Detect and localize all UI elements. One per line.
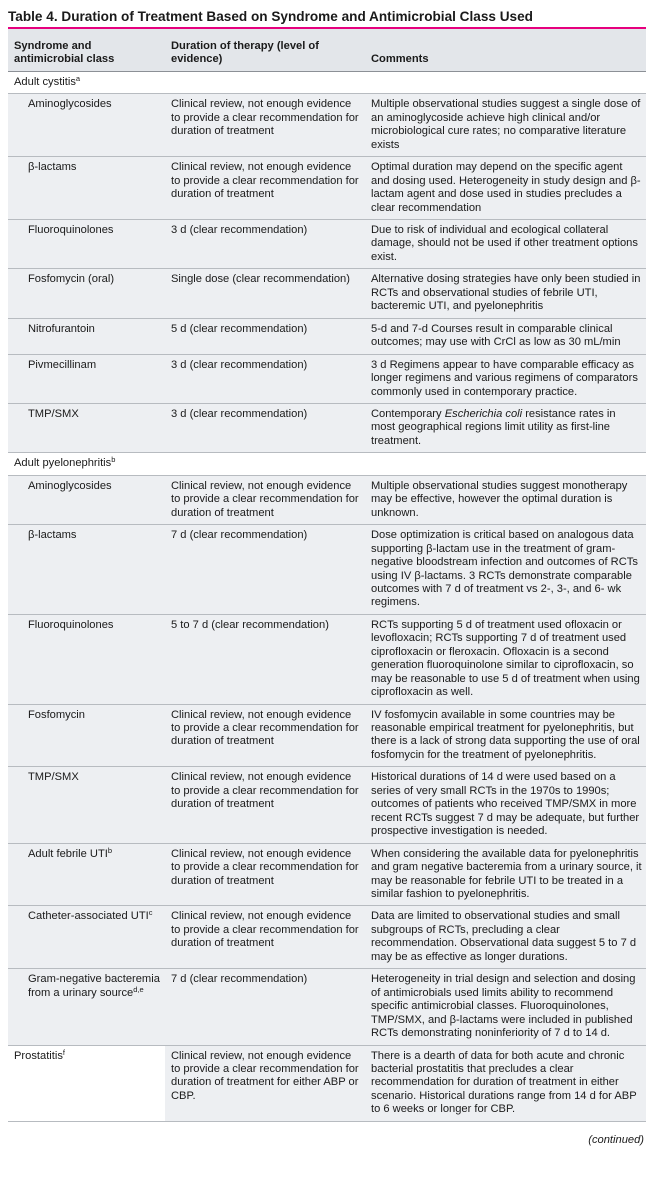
comment-cell: 5-d and 7-d Courses result in comparable clinical outcomes; may use with CrCl as low as 30 mL/min (365, 318, 646, 354)
duration-cell: 5 to 7 d (clear recommendation) (165, 614, 365, 704)
duration-cell: 3 d (clear recommendation) (165, 354, 365, 403)
duration-cell: Clinical review, not enough evidence to provide a clear recommendation for duration of treatment (165, 906, 365, 969)
table-row (8, 269, 646, 318)
table-row (8, 767, 646, 843)
header-row (8, 29, 646, 71)
class-name: Catheter-associated UTI (28, 910, 149, 923)
duration-cell: Clinical review, not enough evidence to provide a clear recommendation for duration of treatment (165, 94, 365, 157)
comment-cell: IV fosfomycin available in some countries may be reasonable empirical treatment for pyelonephritis, but there is a lack of strong data supporting the use of oral fosfomycin for the treatment of pyelonephritis. (365, 704, 646, 767)
table-row (8, 94, 646, 157)
comment-cell: Multiple observational studies suggest a single dose of an aminoglycoside achieve high clinical and/or microbiological cure rates; no comparative literature exists (365, 94, 646, 157)
section-label (8, 71, 646, 93)
footnote-marker: d,e (133, 984, 144, 994)
section-row-cystitis (8, 71, 646, 93)
duration-cell: 7 d (clear recommendation) (165, 969, 365, 1045)
duration-cell: 7 d (clear recommendation) (165, 525, 365, 615)
section-label (8, 453, 646, 475)
comment-cell: Historical durations of 14 d were used based on a series of very small RCTs in the 1970s to 1990s; outcomes of patients who received TMP/SMX in more recent RCTs suggest 7 d may be adequate, but further prospective investigation is needed. (365, 767, 646, 843)
comment-text: Contemporary (371, 407, 445, 420)
table-row (8, 403, 646, 452)
comment-cell: Optimal duration may depend on the specific agent and dosing used. Heterogeneity in study design and β-lactam agent and dose used in studies precludes a clear recommendation (365, 157, 646, 220)
comment-cell: Data are limited to observational studies and small subgroups of RCTs, precluding a clear recommendation. Observational data suggest 5 to 7 d may be as effective as longer durations. (365, 906, 646, 969)
duration-table (8, 29, 646, 1122)
antimicrobial-class: TMP/SMX (8, 403, 165, 452)
duration-cell: 3 d (clear recommendation) (165, 403, 365, 452)
table-row (8, 219, 646, 268)
syndrome-name: Prostatitis (14, 1049, 63, 1062)
antimicrobial-class: Fosfomycin (8, 704, 165, 767)
antimicrobial-class: TMP/SMX (8, 767, 165, 843)
antimicrobial-class: Aminoglycosides (8, 475, 165, 524)
antimicrobial-class (8, 906, 165, 969)
antimicrobial-class: Fluoroquinolones (8, 219, 165, 268)
duration-cell: Clinical review, not enough evidence to provide a clear recommendation for duration of treatment (165, 475, 365, 524)
class-name: Gram-negative bacteremia from a urinary source (28, 973, 160, 999)
antimicrobial-class: Pivmecillinam (8, 354, 165, 403)
comment-cell: There is a dearth of data for both acute and chronic bacterial prostatitis that precludes a clear recommendation for duration of treatment in either scenario. Historical durations range from 14 d for ABP to 6 weeks or longer for CBP. (365, 1045, 646, 1121)
antimicrobial-class: Fosfomycin (oral) (8, 269, 165, 318)
comment-cell: Alternative dosing strategies have only been studied in RCTs and observational studies of febrile UTI, bacteremic UTI, and pyelonephritis (365, 269, 646, 318)
duration-cell: Single dose (clear recommendation) (165, 269, 365, 318)
table-row-prostatitis (8, 1045, 646, 1121)
comment-text: resistance rates in most geographical regions limit utility as first-line treatment. (371, 407, 616, 447)
header-syndrome: Syndrome and antimicrobial class (8, 29, 165, 71)
comment-cell: Due to risk of individual and ecological collateral damage, should not be used if other treatment options exist. (365, 219, 646, 268)
table-row (8, 843, 646, 906)
comment-cell: RCTs supporting 5 d of treatment used ofloxacin or levofloxacin; RCTs supporting 7 d of treatment used ciprofloxacin or fleroxacin. Ofloxacin is a second generation fluoroquinolone similar to ciprofloxacin, so may be reasonable to use 5 d of treatment when using ciprofloxacin as well. (365, 614, 646, 704)
footnote-marker: b (107, 845, 113, 855)
comment-cell: Heterogeneity in trial design and selection and dosing of antimicrobials used limits ability to recommend specific antimicrobial classes. Fluoroquinolones, TMP/SMX, and β-lactams were included in published RCTs demonstrating noninferiority of 7 d to 14 d. (365, 969, 646, 1045)
table-title: Table 4. Duration of Treatment Based on Syndrome and Antimicrobial Class Used (8, 8, 646, 29)
footnote-marker: c (148, 908, 153, 918)
table-row (8, 525, 646, 615)
footnote-marker: b (111, 455, 116, 465)
species-name: Escherichia coli (444, 407, 523, 420)
antimicrobial-class: β-lactams (8, 525, 165, 615)
table-row (8, 704, 646, 767)
duration-cell: Clinical review, not enough evidence to provide a clear recommendation for duration of treatment (165, 767, 365, 843)
comment-cell (365, 403, 646, 452)
continued-note: (continued) (588, 1133, 644, 1146)
duration-cell: Clinical review, not enough evidence to provide a clear recommendation for duration of treatment (165, 157, 365, 220)
antimicrobial-class (8, 843, 165, 906)
duration-cell: 3 d (clear recommendation) (165, 219, 365, 268)
antimicrobial-class (8, 969, 165, 1045)
table-row (8, 354, 646, 403)
comment-cell: When considering the available data for pyelonephritis and gram negative bacteremia from a urinary source, it may be reasonable for febrile UTI to be treated in a similar fashion to pyelonephritis. (365, 843, 646, 906)
table-row (8, 318, 646, 354)
footnote-marker: a (75, 73, 81, 83)
duration-cell: Clinical review, not enough evidence to provide a clear recommendation for duration of treatment (165, 704, 365, 767)
comment-cell: Multiple observational studies suggest monotherapy may be effective, however the optimal duration is unknown. (365, 475, 646, 524)
table-row (8, 614, 646, 704)
duration-cell: 5 d (clear recommendation) (165, 318, 365, 354)
duration-cell: Clinical review, not enough evidence to provide a clear recommendation for duration of treatment for either ABP or CBP. (165, 1045, 365, 1121)
footnote-marker: f (62, 1047, 66, 1057)
duration-cell: Clinical review, not enough evidence to provide a clear recommendation for duration of treatment (165, 843, 365, 906)
antimicrobial-class: Aminoglycosides (8, 94, 165, 157)
section-label-text: Adult pyelonephritis (14, 457, 112, 470)
antimicrobial-class: β-lactams (8, 157, 165, 220)
table-row (8, 157, 646, 220)
antimicrobial-class: Fluoroquinolones (8, 614, 165, 704)
header-comments: Comments (365, 29, 646, 71)
antimicrobial-class: Nitrofurantoin (8, 318, 165, 354)
comment-cell: Dose optimization is critical based on analogous data supporting β-lactam use in the treatment of gram-negative bloodstream infection and outcomes of RCTs using IV β-lactams. 3 RCTs demonstrate comparable outcomes with 7 d of treatment vs 2-, 3-, and 6- wk regimens. (365, 525, 646, 615)
class-name: Adult febrile UTI (28, 847, 108, 860)
comment-cell: 3 d Regimens appear to have comparable efficacy as longer regimens and various regimens of comparators commonly used in contemporary practice. (365, 354, 646, 403)
table-row (8, 906, 646, 969)
header-duration: Duration of therapy (level of evidence) (165, 29, 365, 71)
table-row (8, 475, 646, 524)
table-row (8, 969, 646, 1045)
section-label-text: Adult cystitis (14, 75, 76, 88)
section-row-pyelonephritis (8, 453, 646, 475)
syndrome-cell (8, 1045, 165, 1121)
